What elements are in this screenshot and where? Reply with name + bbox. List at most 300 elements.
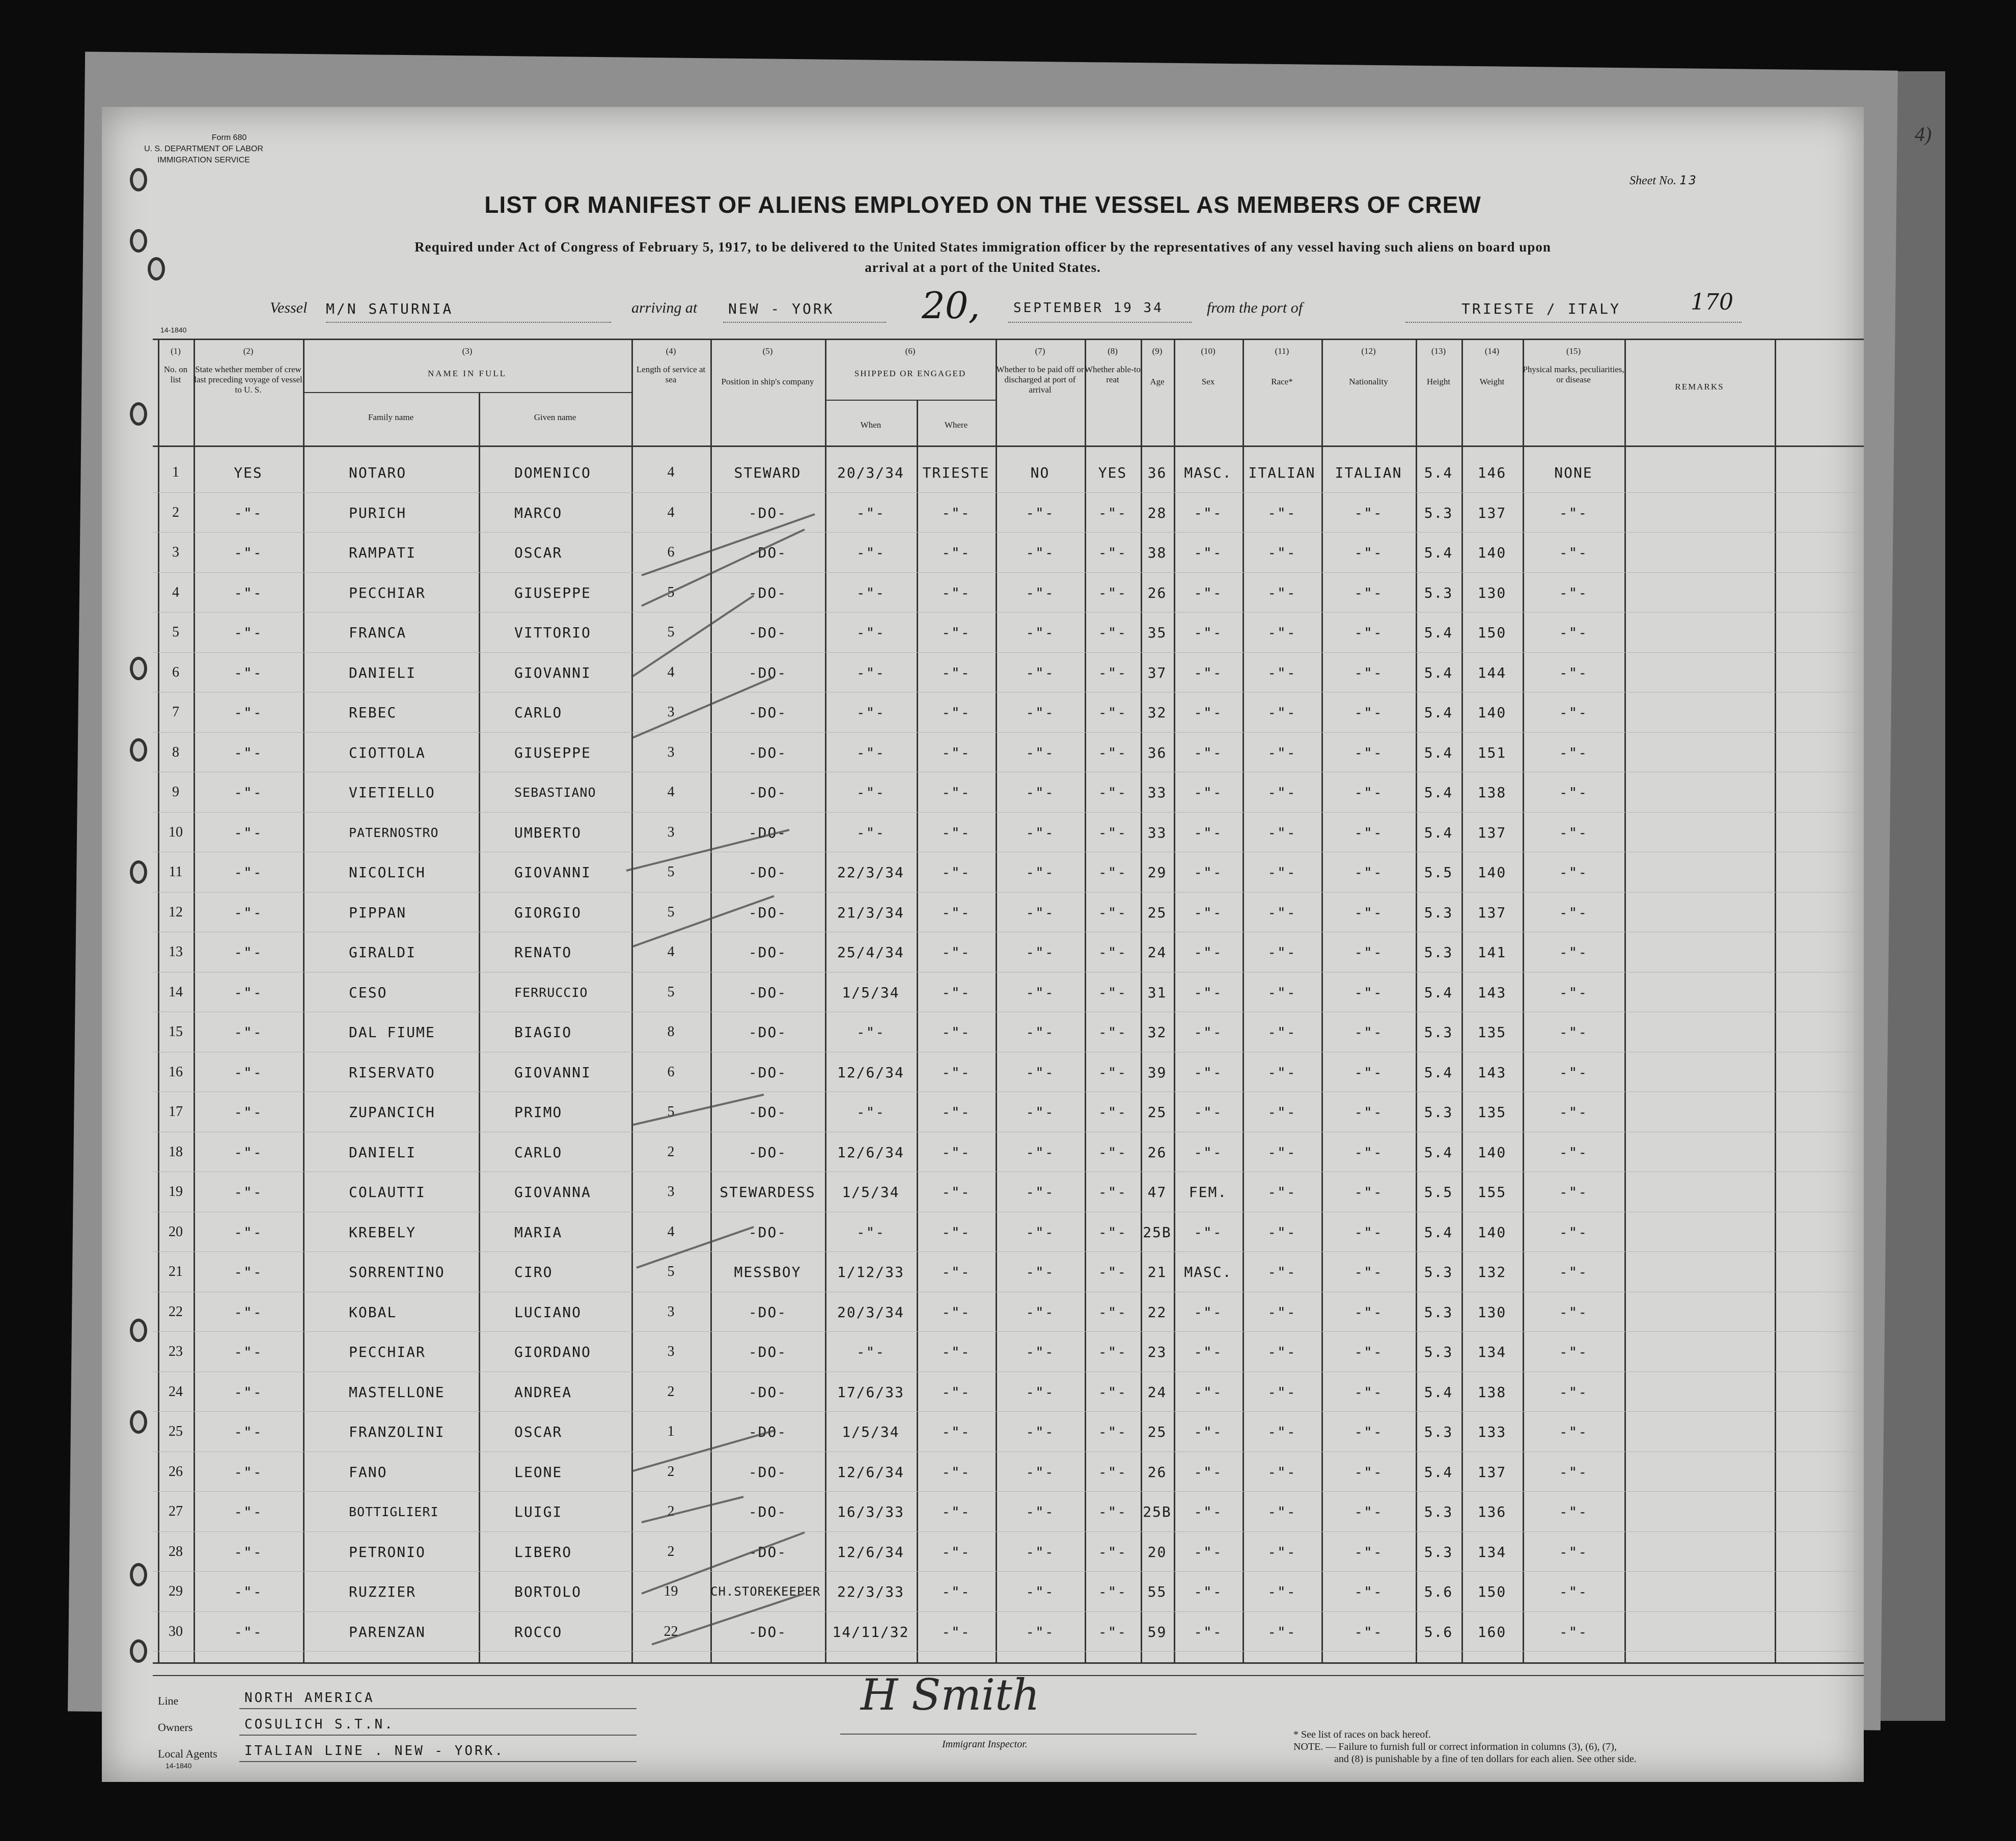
table-row bbox=[102, 853, 1864, 891]
cell-marks: -"- bbox=[1559, 824, 1588, 841]
cell-paid: -"- bbox=[1026, 1223, 1055, 1241]
cell-paid: -"- bbox=[1026, 824, 1055, 841]
header-col-4: (4) Length of service at sea bbox=[636, 346, 706, 384]
cell-race: -"- bbox=[1267, 904, 1296, 921]
cell-weight: 143 bbox=[1477, 984, 1507, 1001]
cell-paid: -"- bbox=[1026, 1263, 1055, 1280]
cell-able: -"- bbox=[1098, 664, 1127, 681]
table-row bbox=[102, 773, 1864, 812]
cell-position: -DO- bbox=[748, 744, 787, 761]
cell-prev: -"- bbox=[234, 1623, 263, 1640]
table-top-border bbox=[153, 339, 1864, 340]
cell-family: PETRONIO bbox=[349, 1543, 426, 1560]
cell-no: 4 bbox=[172, 584, 179, 600]
cell-no: 28 bbox=[169, 1544, 183, 1559]
cell-age: 22 bbox=[1147, 1303, 1167, 1321]
cell-height: 5.4 bbox=[1424, 1143, 1453, 1161]
cell-marks: -"- bbox=[1559, 704, 1588, 721]
table-row bbox=[102, 1492, 1864, 1531]
cell-given: GIORDANO bbox=[514, 1343, 591, 1360]
cell-where: -"- bbox=[942, 1023, 971, 1041]
cell-where: -"- bbox=[942, 784, 971, 801]
cell-race: -"- bbox=[1267, 943, 1296, 961]
header-col-15: (15) Physical marks, peculiarities, or disease bbox=[1523, 346, 1624, 384]
cell-prev: -"- bbox=[234, 943, 263, 961]
cell-height: 5.4 bbox=[1424, 824, 1453, 841]
cell-height: 5.3 bbox=[1424, 1343, 1453, 1360]
cell-height: 5.4 bbox=[1424, 984, 1453, 1001]
cell-position: -DO- bbox=[748, 943, 787, 961]
cell-position: -DO- bbox=[748, 1223, 787, 1241]
cell-height: 5.6 bbox=[1424, 1583, 1453, 1600]
cell-sex: -"- bbox=[1194, 1103, 1223, 1121]
cell-service: 3 bbox=[667, 704, 675, 720]
cell-prev: -"- bbox=[234, 704, 263, 721]
cell-height: 5.4 bbox=[1424, 784, 1453, 801]
cell-marks: -"- bbox=[1559, 1583, 1588, 1600]
cell-family: PARENZAN bbox=[349, 1623, 426, 1640]
table-row bbox=[102, 1453, 1864, 1491]
cell-prev: -"- bbox=[234, 544, 263, 561]
cell-able: -"- bbox=[1098, 1064, 1127, 1081]
cell-prev: -"- bbox=[234, 1263, 263, 1280]
header-col-8: (8) Whether able-to reat bbox=[1085, 346, 1141, 384]
header-col-1: (1) No. on list bbox=[163, 346, 188, 384]
cell-age: 25 bbox=[1147, 1423, 1167, 1440]
cell-age: 29 bbox=[1147, 863, 1167, 881]
cell-when: -"- bbox=[856, 784, 886, 801]
cell-prev: -"- bbox=[234, 824, 263, 841]
cell-sex: -"- bbox=[1194, 1064, 1223, 1081]
cell-position: -DO- bbox=[748, 504, 787, 521]
cell-sex: -"- bbox=[1194, 624, 1223, 641]
header-where: Where bbox=[944, 420, 968, 430]
cell-given: OSCAR bbox=[514, 544, 563, 561]
cell-able: -"- bbox=[1098, 704, 1127, 721]
cell-age: 55 bbox=[1147, 1583, 1167, 1600]
cell-marks: -"- bbox=[1559, 904, 1588, 921]
cell-where: -"- bbox=[942, 1623, 971, 1640]
cell-weight: 137 bbox=[1477, 904, 1507, 921]
cell-paid: -"- bbox=[1026, 1423, 1055, 1440]
cell-race: -"- bbox=[1267, 1543, 1296, 1560]
cell-prev: -"- bbox=[234, 1423, 263, 1440]
cell-when: -"- bbox=[856, 1023, 886, 1041]
row-rule bbox=[153, 532, 1864, 533]
cell-height: 5.3 bbox=[1424, 1303, 1453, 1321]
cell-prev: -"- bbox=[234, 984, 263, 1001]
cell-marks: -"- bbox=[1559, 1423, 1588, 1440]
vessel-label: Vessel bbox=[270, 299, 308, 316]
table-row bbox=[102, 1173, 1864, 1211]
cell-marks: -"- bbox=[1559, 943, 1588, 961]
cell-prev: -"- bbox=[234, 1103, 263, 1121]
cell-age: 25B bbox=[1143, 1223, 1172, 1241]
cell-marks: -"- bbox=[1559, 584, 1588, 601]
cell-marks: -"- bbox=[1559, 1343, 1588, 1360]
arriving-label: arriving at bbox=[631, 299, 698, 316]
cell-nat: -"- bbox=[1354, 1023, 1383, 1041]
cell-marks: -"- bbox=[1559, 1103, 1588, 1121]
cell-family: FRANZOLINI bbox=[349, 1423, 445, 1440]
cell-when: 16/3/33 bbox=[837, 1503, 904, 1520]
cell-sex: MASC. bbox=[1184, 1263, 1232, 1280]
cell-given: LEONE bbox=[514, 1463, 563, 1481]
cell-nat: -"- bbox=[1354, 1183, 1383, 1201]
cell-paid: -"- bbox=[1026, 1303, 1055, 1321]
cell-nat: -"- bbox=[1354, 1383, 1383, 1401]
subtitle-line-1: Required under Act of Congress of February 5, 1917, to be delivered to the United States immigration officer by the representatives of any vessel having such aliens on board upon bbox=[415, 239, 1551, 255]
cell-position: -DO- bbox=[748, 784, 787, 801]
cell-age: 20 bbox=[1147, 1543, 1167, 1560]
cell-marks: -"- bbox=[1559, 1383, 1588, 1401]
cell-weight: 150 bbox=[1477, 624, 1507, 641]
cell-marks: -"- bbox=[1559, 544, 1588, 561]
cell-able: -"- bbox=[1098, 1103, 1127, 1121]
cell-nat: -"- bbox=[1354, 504, 1383, 521]
cell-family: FANO bbox=[349, 1463, 388, 1481]
cell-nat: ITALIAN bbox=[1335, 464, 1402, 481]
cell-family: DANIELI bbox=[349, 664, 417, 681]
table-bottom-border bbox=[153, 1662, 1864, 1664]
cell-family: BOTTIGLIERI bbox=[349, 1504, 439, 1519]
cell-weight: 146 bbox=[1477, 464, 1507, 481]
binder-hole bbox=[130, 229, 147, 253]
cell-service: 3 bbox=[667, 824, 675, 840]
cell-no: 12 bbox=[169, 904, 183, 920]
cell-paid: -"- bbox=[1026, 664, 1055, 681]
cell-age: 59 bbox=[1147, 1623, 1167, 1640]
cell-race: -"- bbox=[1267, 1064, 1296, 1081]
cell-sex: -"- bbox=[1194, 1623, 1223, 1640]
cell-nat: -"- bbox=[1354, 624, 1383, 641]
cell-weight: 160 bbox=[1477, 1623, 1507, 1640]
header-remarks: REMARKS bbox=[1675, 382, 1724, 392]
cell-family: ZUPANCICH bbox=[349, 1103, 435, 1121]
cell-when: 1/5/34 bbox=[842, 984, 900, 1001]
cell-given: PRIMO bbox=[514, 1103, 563, 1121]
note-line-1: NOTE. — Failure to furnish full or correct information in columns (3), (6), (7), bbox=[1293, 1741, 1617, 1752]
cell-prev: -"- bbox=[234, 504, 263, 521]
cell-service: 3 bbox=[667, 1344, 675, 1359]
cell-service: 4 bbox=[667, 464, 675, 480]
cell-weight: 140 bbox=[1477, 1223, 1507, 1241]
cell-where: -"- bbox=[942, 1343, 971, 1360]
cell-when: 12/6/34 bbox=[837, 1143, 904, 1161]
cell-weight: 135 bbox=[1477, 1103, 1507, 1121]
arriving-underline bbox=[723, 322, 886, 323]
header-col-7: (7) Whether to be paid off or discharged at port of arrival bbox=[996, 346, 1084, 395]
cell-weight: 143 bbox=[1477, 1064, 1507, 1081]
cell-no: 9 bbox=[172, 784, 179, 800]
cell-no: 1 bbox=[172, 464, 179, 480]
cell-when: -"- bbox=[856, 1103, 886, 1121]
cell-service: 3 bbox=[667, 1184, 675, 1200]
cell-marks: -"- bbox=[1559, 1143, 1588, 1161]
cell-sex: -"- bbox=[1194, 1303, 1223, 1321]
cell-able: -"- bbox=[1098, 1463, 1127, 1481]
cell-race: -"- bbox=[1267, 544, 1296, 561]
row-rule bbox=[153, 652, 1864, 653]
cell-able: -"- bbox=[1098, 1183, 1127, 1201]
cell-race: -"- bbox=[1267, 1263, 1296, 1280]
cell-able: -"- bbox=[1098, 1383, 1127, 1401]
cell-marks: -"- bbox=[1559, 504, 1588, 521]
cell-nat: -"- bbox=[1354, 784, 1383, 801]
cell-sex: -"- bbox=[1194, 1423, 1223, 1440]
cell-marks: -"- bbox=[1559, 1503, 1588, 1520]
cell-nat: -"- bbox=[1354, 1343, 1383, 1360]
cell-paid: -"- bbox=[1026, 1183, 1055, 1201]
cell-marks: -"- bbox=[1559, 664, 1588, 681]
cell-paid: -"- bbox=[1026, 904, 1055, 921]
cell-paid: -"- bbox=[1026, 1503, 1055, 1520]
cell-no: 16 bbox=[169, 1064, 183, 1080]
agents-underline bbox=[239, 1761, 637, 1762]
cell-no: 27 bbox=[169, 1503, 183, 1519]
cell-service: 8 bbox=[667, 1024, 675, 1040]
cell-position: -DO- bbox=[748, 1543, 787, 1560]
cell-no: 15 bbox=[169, 1024, 183, 1040]
cell-prev: -"- bbox=[234, 1023, 263, 1041]
cell-weight: 138 bbox=[1477, 1383, 1507, 1401]
cell-height: 5.3 bbox=[1424, 904, 1453, 921]
cell-service: 5 bbox=[667, 864, 675, 880]
cell-no: 13 bbox=[169, 944, 183, 960]
header-col-3: (3) NAME IN FULL bbox=[428, 346, 507, 378]
cell-no: 21 bbox=[169, 1264, 183, 1279]
table-row bbox=[102, 493, 1864, 532]
cell-age: 26 bbox=[1147, 1143, 1167, 1161]
cell-position: -DO- bbox=[748, 1064, 787, 1081]
cell-given: VITTORIO bbox=[514, 624, 591, 641]
cell-prev: -"- bbox=[234, 1383, 263, 1401]
cell-race: -"- bbox=[1267, 1343, 1296, 1360]
cell-position: -DO- bbox=[748, 1023, 787, 1041]
cell-weight: 137 bbox=[1477, 1463, 1507, 1481]
vessel-line bbox=[270, 284, 1747, 327]
cell-position: -DO- bbox=[748, 904, 787, 921]
cell-age: 26 bbox=[1147, 1463, 1167, 1481]
cell-marks: -"- bbox=[1559, 1463, 1588, 1481]
cell-when: -"- bbox=[856, 504, 886, 521]
table-row bbox=[102, 813, 1864, 852]
cell-weight: 134 bbox=[1477, 1343, 1507, 1360]
cell-nat: -"- bbox=[1354, 1503, 1383, 1520]
cell-sex: -"- bbox=[1194, 1343, 1223, 1360]
cell-where: -"- bbox=[942, 1103, 971, 1121]
binder-hole bbox=[130, 168, 147, 191]
cell-nat: -"- bbox=[1354, 1583, 1383, 1600]
cell-paid: -"- bbox=[1026, 504, 1055, 521]
cell-able: -"- bbox=[1098, 824, 1127, 841]
cell-weight: 150 bbox=[1477, 1583, 1507, 1600]
cell-where: -"- bbox=[942, 1263, 971, 1280]
cell-marks: -"- bbox=[1559, 744, 1588, 761]
cell-where: -"- bbox=[942, 1423, 971, 1440]
cell-no: 8 bbox=[172, 744, 179, 760]
cell-family: PECCHIAR bbox=[349, 584, 426, 601]
table-row bbox=[102, 1332, 1864, 1371]
table-row bbox=[102, 1013, 1864, 1051]
cell-age: 25 bbox=[1147, 904, 1167, 921]
cell-position: -DO- bbox=[748, 664, 787, 681]
signature-line bbox=[840, 1734, 1197, 1735]
cell-no: 22 bbox=[169, 1304, 183, 1320]
cell-sex: -"- bbox=[1194, 984, 1223, 1001]
cell-no: 6 bbox=[172, 664, 179, 680]
cell-position: STEWARDESS bbox=[720, 1183, 816, 1201]
cell-service: 5 bbox=[667, 1104, 675, 1120]
cell-position: STEWARD bbox=[734, 464, 802, 481]
cell-position: -DO- bbox=[748, 1303, 787, 1321]
cell-given: GIORGIO bbox=[514, 904, 582, 921]
form-number: Form 680 bbox=[211, 133, 247, 142]
cell-age: 33 bbox=[1147, 824, 1167, 841]
cell-given: GIOVANNI bbox=[514, 863, 591, 881]
cell-no: 7 bbox=[172, 704, 179, 720]
cell-when: -"- bbox=[856, 584, 886, 601]
cell-height: 5.5 bbox=[1424, 1183, 1453, 1201]
cell-position: CH.STOREKEEPER bbox=[710, 1584, 821, 1599]
cell-prev: -"- bbox=[234, 744, 263, 761]
stamp-code-top: 14-1840 bbox=[160, 326, 187, 334]
vessel-underline bbox=[326, 322, 611, 323]
cell-height: 5.4 bbox=[1424, 624, 1453, 641]
cell-able: YES bbox=[1098, 464, 1127, 481]
cell-service: 4 bbox=[667, 944, 675, 960]
cell-marks: -"- bbox=[1559, 624, 1588, 641]
sheet-value: 13 bbox=[1679, 173, 1698, 187]
cell-given: GIUSEPPE bbox=[514, 584, 591, 601]
cell-position: -DO- bbox=[748, 824, 787, 841]
cell-height: 5.5 bbox=[1424, 863, 1453, 881]
cell-given: CARLO bbox=[514, 704, 563, 721]
cell-weight: 136 bbox=[1477, 1503, 1507, 1520]
row-rule bbox=[153, 732, 1864, 733]
cell-position: -DO- bbox=[748, 1343, 787, 1360]
cell-nat: -"- bbox=[1354, 824, 1383, 841]
cell-service: 2 bbox=[667, 1503, 675, 1519]
cell-nat: -"- bbox=[1354, 984, 1383, 1001]
cell-able: -"- bbox=[1098, 544, 1127, 561]
cell-when: 20/3/34 bbox=[837, 464, 904, 481]
cell-no: 10 bbox=[169, 824, 183, 840]
cell-sex: -"- bbox=[1194, 664, 1223, 681]
cell-height: 5.4 bbox=[1424, 544, 1453, 561]
cell-paid: -"- bbox=[1026, 1583, 1055, 1600]
cell-age: 35 bbox=[1147, 624, 1167, 641]
cell-family: RISERVATO bbox=[349, 1064, 435, 1081]
cell-race: -"- bbox=[1267, 664, 1296, 681]
cell-family: NICOLICH bbox=[349, 863, 426, 881]
cell-age: 28 bbox=[1147, 504, 1167, 521]
cell-service: 3 bbox=[667, 1304, 675, 1320]
cell-nat: -"- bbox=[1354, 1303, 1383, 1321]
cell-where: -"- bbox=[942, 1503, 971, 1520]
cell-service: 19 bbox=[664, 1583, 678, 1599]
cell-position: -DO- bbox=[748, 984, 787, 1001]
cell-family: PURICH bbox=[349, 504, 407, 521]
cell-given: MARIA bbox=[514, 1223, 563, 1241]
cell-marks: NONE bbox=[1554, 464, 1593, 481]
cell-prev: -"- bbox=[234, 1503, 263, 1520]
table-row bbox=[102, 1572, 1864, 1611]
row-rule bbox=[153, 1491, 1864, 1492]
cell-able: -"- bbox=[1098, 1343, 1127, 1360]
cell-given: MARCO bbox=[514, 504, 563, 521]
cell-weight: 135 bbox=[1477, 1023, 1507, 1041]
cell-marks: -"- bbox=[1559, 1023, 1588, 1041]
cell-where: -"- bbox=[942, 1064, 971, 1081]
cell-race: -"- bbox=[1267, 504, 1296, 521]
cell-when: 12/6/34 bbox=[837, 1064, 904, 1081]
cell-height: 5.3 bbox=[1424, 1543, 1453, 1560]
cell-height: 5.4 bbox=[1424, 1463, 1453, 1481]
department-name: U. S. DEPARTMENT OF LABOR bbox=[144, 145, 263, 153]
cell-no: 26 bbox=[169, 1464, 183, 1480]
cell-service: 4 bbox=[667, 664, 675, 680]
cell-where: -"- bbox=[942, 863, 971, 881]
table-row bbox=[102, 1252, 1864, 1291]
table-row bbox=[102, 1133, 1864, 1171]
cell-height: 5.3 bbox=[1424, 1263, 1453, 1280]
arriving-port: NEW - YORK bbox=[728, 300, 835, 317]
header-family-name: Family name bbox=[368, 412, 414, 422]
cell-when: -"- bbox=[856, 704, 886, 721]
cell-when: 22/3/33 bbox=[837, 1583, 904, 1600]
header-col-14: (14) Weight bbox=[1479, 346, 1505, 386]
cell-height: 5.3 bbox=[1424, 1423, 1453, 1440]
table-row bbox=[102, 1093, 1864, 1131]
agents-label: Local Agents bbox=[158, 1747, 217, 1760]
cell-age: 26 bbox=[1147, 584, 1167, 601]
cell-height: 5.3 bbox=[1424, 1103, 1453, 1121]
cell-where: -"- bbox=[942, 904, 971, 921]
cell-paid: -"- bbox=[1026, 863, 1055, 881]
service-name: IMMIGRATION SERVICE bbox=[157, 156, 250, 164]
cell-position: -DO- bbox=[748, 544, 787, 561]
cell-able: -"- bbox=[1098, 1263, 1127, 1280]
row-rule bbox=[153, 1251, 1864, 1252]
cell-given: RENATO bbox=[514, 943, 572, 961]
page-count-handwritten: 170 bbox=[1691, 289, 1733, 315]
cell-position: -DO- bbox=[748, 584, 787, 601]
cell-when: 12/6/34 bbox=[837, 1463, 904, 1481]
cell-age: 25B bbox=[1143, 1503, 1172, 1520]
cell-sex: FEM. bbox=[1189, 1183, 1228, 1201]
cell-no: 2 bbox=[172, 505, 179, 520]
cell-able: -"- bbox=[1098, 1503, 1127, 1520]
cell-race: -"- bbox=[1267, 784, 1296, 801]
table-row bbox=[102, 533, 1864, 572]
table-row bbox=[102, 733, 1864, 772]
corner-mark: 4) bbox=[1915, 123, 1932, 146]
cell-service: 2 bbox=[667, 1144, 675, 1160]
cell-nat: -"- bbox=[1354, 1423, 1383, 1440]
cell-no: 5 bbox=[172, 624, 179, 640]
from-port: TRIESTE / ITALY bbox=[1461, 300, 1621, 317]
cell-when: 1/5/34 bbox=[842, 1183, 900, 1201]
cell-paid: -"- bbox=[1026, 544, 1055, 561]
cell-no: 25 bbox=[169, 1424, 183, 1439]
row-rule bbox=[153, 1531, 1864, 1532]
header-col-10: (10) Sex bbox=[1201, 346, 1216, 386]
cell-prev: -"- bbox=[234, 1463, 263, 1481]
table-row bbox=[102, 1293, 1864, 1331]
cell-nat: -"- bbox=[1354, 1143, 1383, 1161]
cell-race: -"- bbox=[1267, 1223, 1296, 1241]
